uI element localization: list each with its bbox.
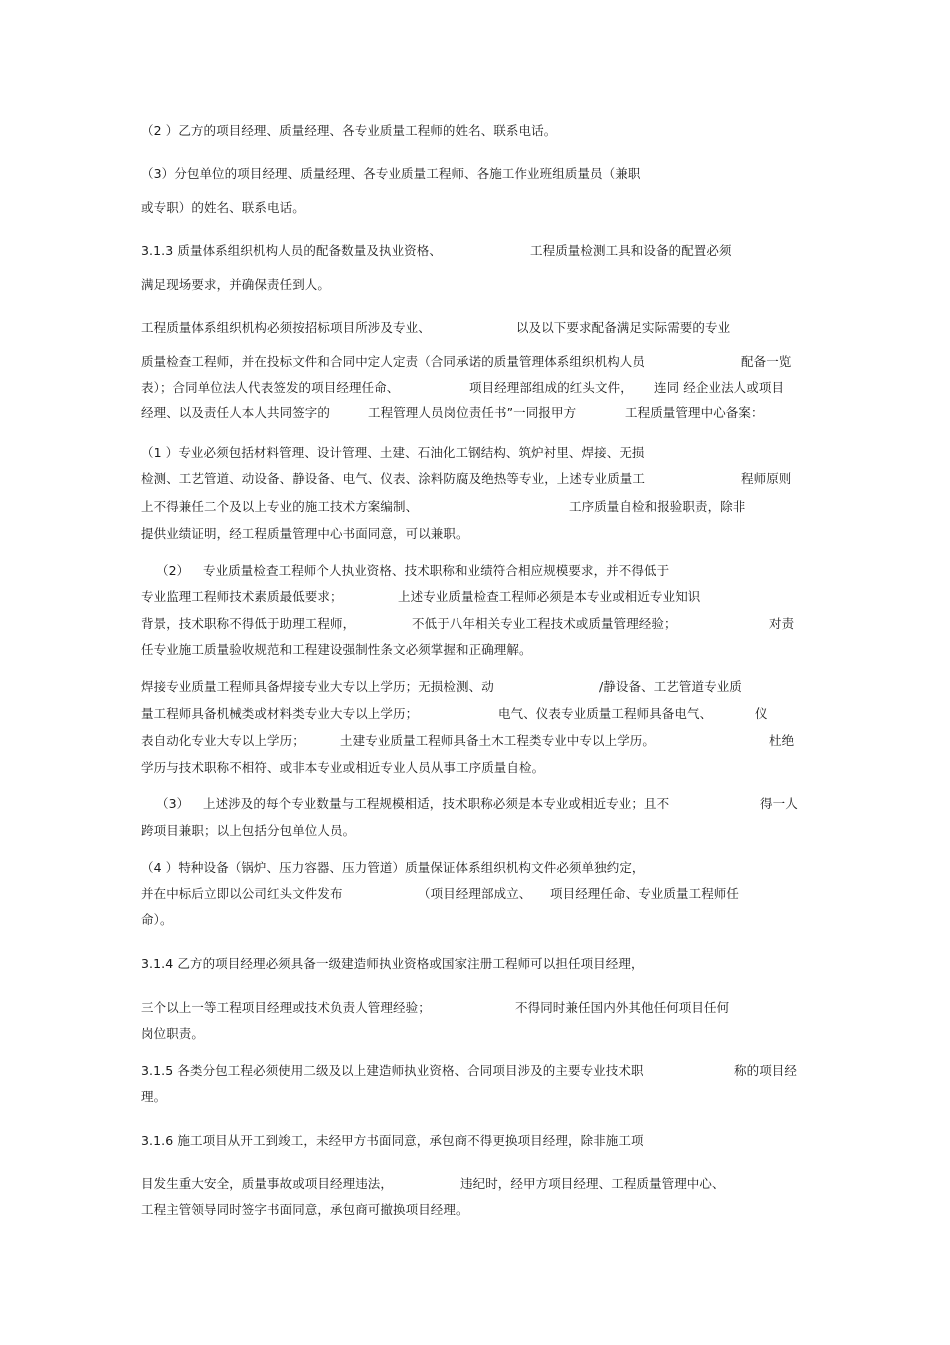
text-line: 专业质量检查工程师个人执业资格、技术职称和业绩符合相应规模要求，并不得低于 — [203, 563, 670, 578]
text-line: 连同 经企业法人或项目 — [654, 380, 785, 395]
text-line: 工程质量体系组织机构必须按招标项目所涉及专业、 — [141, 320, 431, 335]
text-line: 焊接专业质量工程师具备焊接专业大专以上学历；无损检测、动 — [141, 679, 494, 694]
text-line: 不得同时兼任国内外其他任何项目任何 — [515, 1000, 730, 1015]
text-line: 对责 — [769, 616, 795, 631]
text-line: 三个以上一等工程项目经理或技术负责人管理经验； — [141, 1000, 431, 1015]
text-line: 理。 — [141, 1089, 167, 1104]
text-line: 上述涉及的每个专业数量与工程规模相适，技术职称必须是本专业或相近专业；且不 — [203, 796, 670, 811]
text-line: 经理、以及责任人本人共同签字的 — [141, 405, 331, 420]
text-line: 并在中标后立即以公司红头文件发布 — [141, 886, 343, 901]
text-line: 命）。 — [141, 912, 173, 927]
text-line: 得一人 — [760, 796, 798, 811]
text-line: （3）分包单位的项目经理、质量经理、各专业质量工程师、各施工作业班组质量员（兼职 — [141, 166, 641, 181]
text-line: 任专业施工质量验收规范和工程建设强制性条文必须掌握和正确理解。 — [141, 642, 532, 657]
text-line: 3.1.3 质量体系组织机构人员的配备数量及执业资格、 — [141, 243, 442, 258]
text-line: 称的项目经 — [734, 1063, 798, 1078]
text-line: 土建专业质量工程师具备土木工程类专业中专以上学历。 — [340, 733, 656, 748]
text-line: 以及以下要求配备满足实际需要的专业 — [516, 320, 731, 335]
text-line: 提供业绩证明，经工程质量管理中心书面同意，可以兼职。 — [141, 526, 469, 541]
text-line: 仪 — [755, 706, 768, 721]
text-line: （1 ）专业必须包括材料管理、设计管理、土建、石油化工钢结构、筑炉衬里、焊接、无损 — [141, 445, 645, 460]
text-line: 3.1.6 施工项目从开工到竣工，未经甲方书面同意，承包商不得更换项目经理，除非施工项 — [141, 1133, 644, 1148]
text-line: （2） — [156, 563, 190, 578]
text-line: 满足现场要求，并确保责任到人。 — [141, 277, 331, 292]
text-line: 或专职）的姓名、联系电话。 — [141, 200, 305, 215]
text-line: 表）；合同单位法人代表签发的项目经理任命、 — [141, 380, 400, 395]
text-line: 3.1.4 乙方的项目经理必须具备一级建造师执业资格或国家注册工程师可以担任项目经理， — [141, 956, 644, 971]
text-line: 工序质量自检和报验职责，除非 — [569, 499, 746, 514]
text-line: （3） — [156, 796, 190, 811]
text-line: 违纪时，经甲方项目经理、工程质量管理中心、 — [460, 1176, 725, 1191]
text-line: 不低于八年相关专业工程技术或质量管理经验； — [412, 616, 677, 631]
text-line: （项目经理部成立、 — [418, 886, 532, 901]
text-line: 电气、仪表专业质量工程师具备电气、 — [498, 706, 713, 721]
text-line: 杜绝 — [769, 733, 795, 748]
text-line: 程师原则 — [741, 471, 792, 486]
text-line: 背景，技术职称不得低于助理工程师， — [141, 616, 356, 631]
text-line: 检测、工艺管道、动设备、静设备、电气、仪表、涂料防腐及绝热等专业，上述专业质量工 — [141, 471, 646, 486]
text-line: 跨项目兼职；以上包括分包单位人员。 — [141, 823, 356, 838]
text-line: （2 ）乙方的项目经理、质量经理、各专业质量工程师的姓名、联系电话。 — [141, 123, 557, 138]
text-line: （4 ）特种设备（锅炉、压力容器、压力管道）质量保证体系组织机构文件必须单独约定， — [141, 860, 645, 875]
text-line: 项目经理部组成的红头文件， — [469, 380, 633, 395]
text-line: 工程质量检测工具和设备的配置必须 — [530, 243, 732, 258]
text-line: 质量检查工程师，并在投标文件和合同中定人定责（合同承诺的质量管理体系组织机构人员 — [141, 354, 646, 369]
text-line: 上述专业质量检查工程师必须是本专业或相近专业知识 — [398, 589, 701, 604]
text-line: 工程质量管理中心备案： — [625, 405, 764, 420]
text-line: 3.1.5 各类分包工程必须使用二级及以上建造师执业资格、合同项目涉及的主要专业技术职 — [141, 1063, 644, 1078]
text-line: 工程主管领导同时签字书面同意，承包商可撤换项目经理。 — [141, 1202, 469, 1217]
text-line: 量工程师具备机械类或材料类专业大专以上学历； — [141, 706, 419, 721]
text-line: 岗位职责。 — [141, 1026, 205, 1041]
text-line: 表自动化专业大专以上学历； — [141, 733, 305, 748]
text-line: 工程管理人员岗位责任书”一同报甲方 — [368, 405, 577, 420]
text-line: 学历与技术职称不相符、或非本专业或相近专业人员从事工序质量自检。 — [141, 760, 545, 775]
text-line: /静设备、工艺管道专业质 — [599, 679, 742, 694]
text-line: 配备一览 — [741, 354, 792, 369]
text-line: 项目经理任命、专业质量工程师任 — [550, 886, 740, 901]
text-line: 上不得兼任二个及以上专业的施工技术方案编制、 — [141, 499, 419, 514]
text-line: 目发生重大安全，质量事故或项目经理违法， — [141, 1176, 394, 1191]
text-line: 专业监理工程师技术素质最低要求； — [141, 589, 343, 604]
